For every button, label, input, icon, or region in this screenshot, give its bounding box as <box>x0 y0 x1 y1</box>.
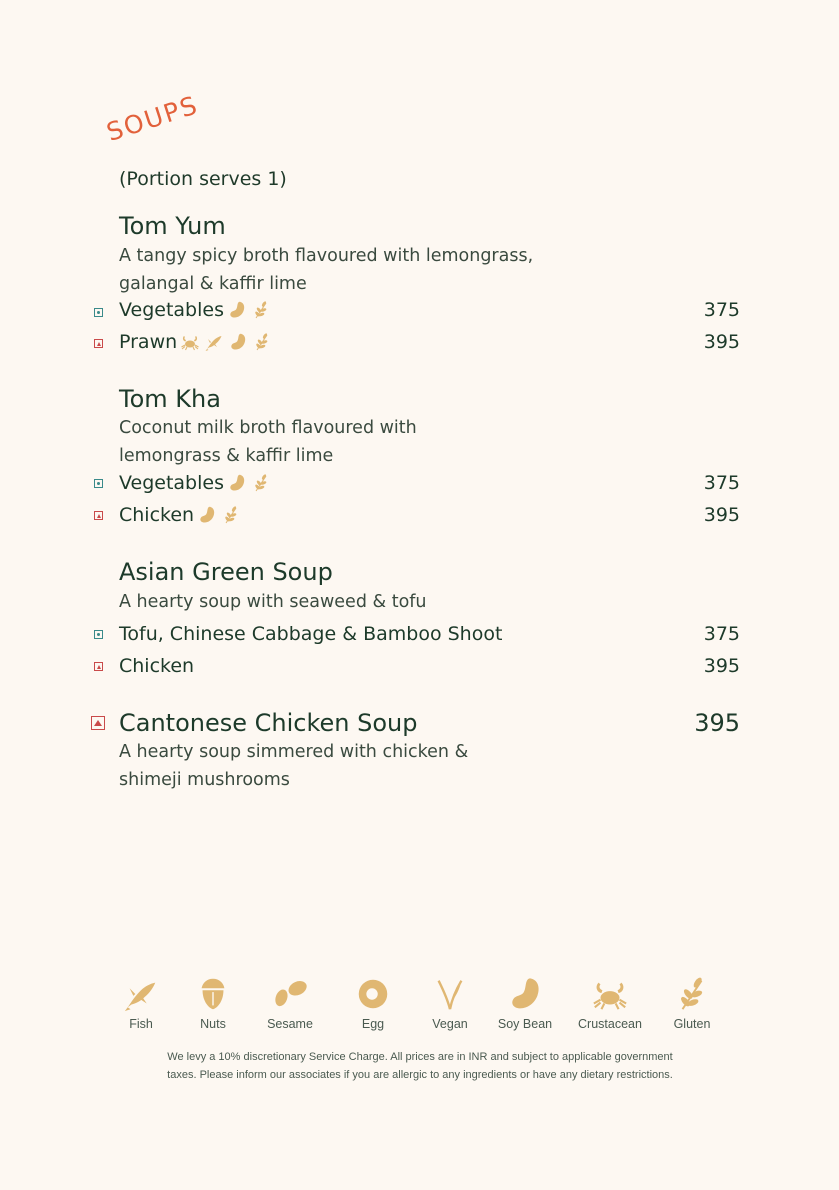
legend-label: Gluten <box>673 1017 711 1031</box>
non-veg-marker <box>94 662 103 671</box>
dish-name: Asian Green Soup <box>119 558 333 586</box>
non-veg-marker <box>94 511 103 520</box>
soy-bean-icon <box>227 300 247 320</box>
egg-icon <box>354 975 392 1013</box>
soy-bean-icon <box>506 975 544 1013</box>
variant-price: 375 <box>703 623 740 645</box>
legend-label: Fish <box>129 1017 153 1031</box>
variant-label: Chicken <box>119 655 195 677</box>
legend-item-crustacean <box>574 975 646 1031</box>
legend-item-fish <box>122 975 160 1031</box>
gluten-icon <box>673 975 711 1013</box>
legend-label: Crustacean <box>578 1017 642 1031</box>
legend-item-sesame <box>266 975 314 1031</box>
dish-name: Tom Kha <box>119 385 221 413</box>
legend-item-egg <box>354 975 392 1031</box>
legend-label: Sesame <box>267 1017 313 1031</box>
gluten-icon <box>251 473 271 493</box>
vegan-icon <box>431 975 469 1013</box>
legend-item-vegan <box>430 975 470 1031</box>
variant-price: 395 <box>703 504 740 526</box>
variant-row <box>119 299 271 321</box>
variant-row <box>119 472 271 494</box>
non-veg-marker <box>91 716 105 730</box>
veg-marker <box>94 308 103 317</box>
legend-item-nuts <box>194 975 232 1031</box>
dish-description: Coconut milk broth flavoured with lemongrass & kaffir lime <box>119 418 417 466</box>
variant-row <box>119 655 194 677</box>
variant-row <box>119 331 272 353</box>
portion-note: (Portion serves 1) <box>119 168 287 190</box>
variant-label: Tofu, Chinese Cabbage & Bamboo Shoot <box>119 623 503 645</box>
variant-row <box>119 623 502 645</box>
soy-bean-icon <box>228 332 248 352</box>
fish-icon <box>122 975 160 1013</box>
variant-price: 375 <box>703 472 740 494</box>
gluten-icon <box>251 300 271 320</box>
gluten-icon <box>221 505 241 525</box>
variant-label: Vegetables <box>119 299 224 321</box>
soy-bean-icon <box>227 473 247 493</box>
crustacean-icon <box>180 332 200 352</box>
variant-row <box>119 504 241 526</box>
soy-bean-icon <box>197 505 217 525</box>
dish-name: Cantonese Chicken Soup <box>119 709 418 737</box>
legend-item-soy-bean <box>496 975 554 1031</box>
variant-label: Chicken <box>119 504 195 526</box>
sesame-icon <box>271 975 309 1013</box>
dish-name: Tom Yum <box>119 212 226 240</box>
veg-marker <box>94 630 103 639</box>
variant-label: Prawn <box>119 331 178 353</box>
variant-price: 375 <box>703 299 740 321</box>
nuts-icon <box>194 975 232 1013</box>
legend-label: Vegan <box>432 1017 468 1031</box>
legend-label: Soy Bean <box>497 1017 553 1031</box>
crustacean-icon <box>591 975 629 1013</box>
variant-label: Vegetables <box>119 472 224 494</box>
veg-marker <box>94 479 103 488</box>
non-veg-marker <box>94 339 103 348</box>
dish-price: 395 <box>694 709 740 737</box>
legend-item-gluten <box>670 975 714 1031</box>
gluten-icon <box>252 332 272 352</box>
section-title: SOUPS <box>103 90 203 147</box>
variant-price: 395 <box>703 331 740 353</box>
legend-label: Egg <box>361 1017 385 1031</box>
dish-description: A tangy spicy broth flavoured with lemongrass, galangal & kaffir lime <box>119 246 534 294</box>
fish-icon <box>204 332 224 352</box>
legend-label: Nuts <box>200 1017 226 1031</box>
dish-description: A hearty soup with seaweed & tofu <box>119 592 427 612</box>
variant-price: 395 <box>703 655 740 677</box>
dish-description: A hearty soup simmered with chicken & shimeji mushrooms <box>119 742 469 790</box>
footer-note: We levy a 10% discretionary Service Charge. All prices are in INR and subject to applicable government taxes. Please inform our associates if you are allergic to any ingredients or have any dietary restrictions. <box>167 1051 673 1081</box>
